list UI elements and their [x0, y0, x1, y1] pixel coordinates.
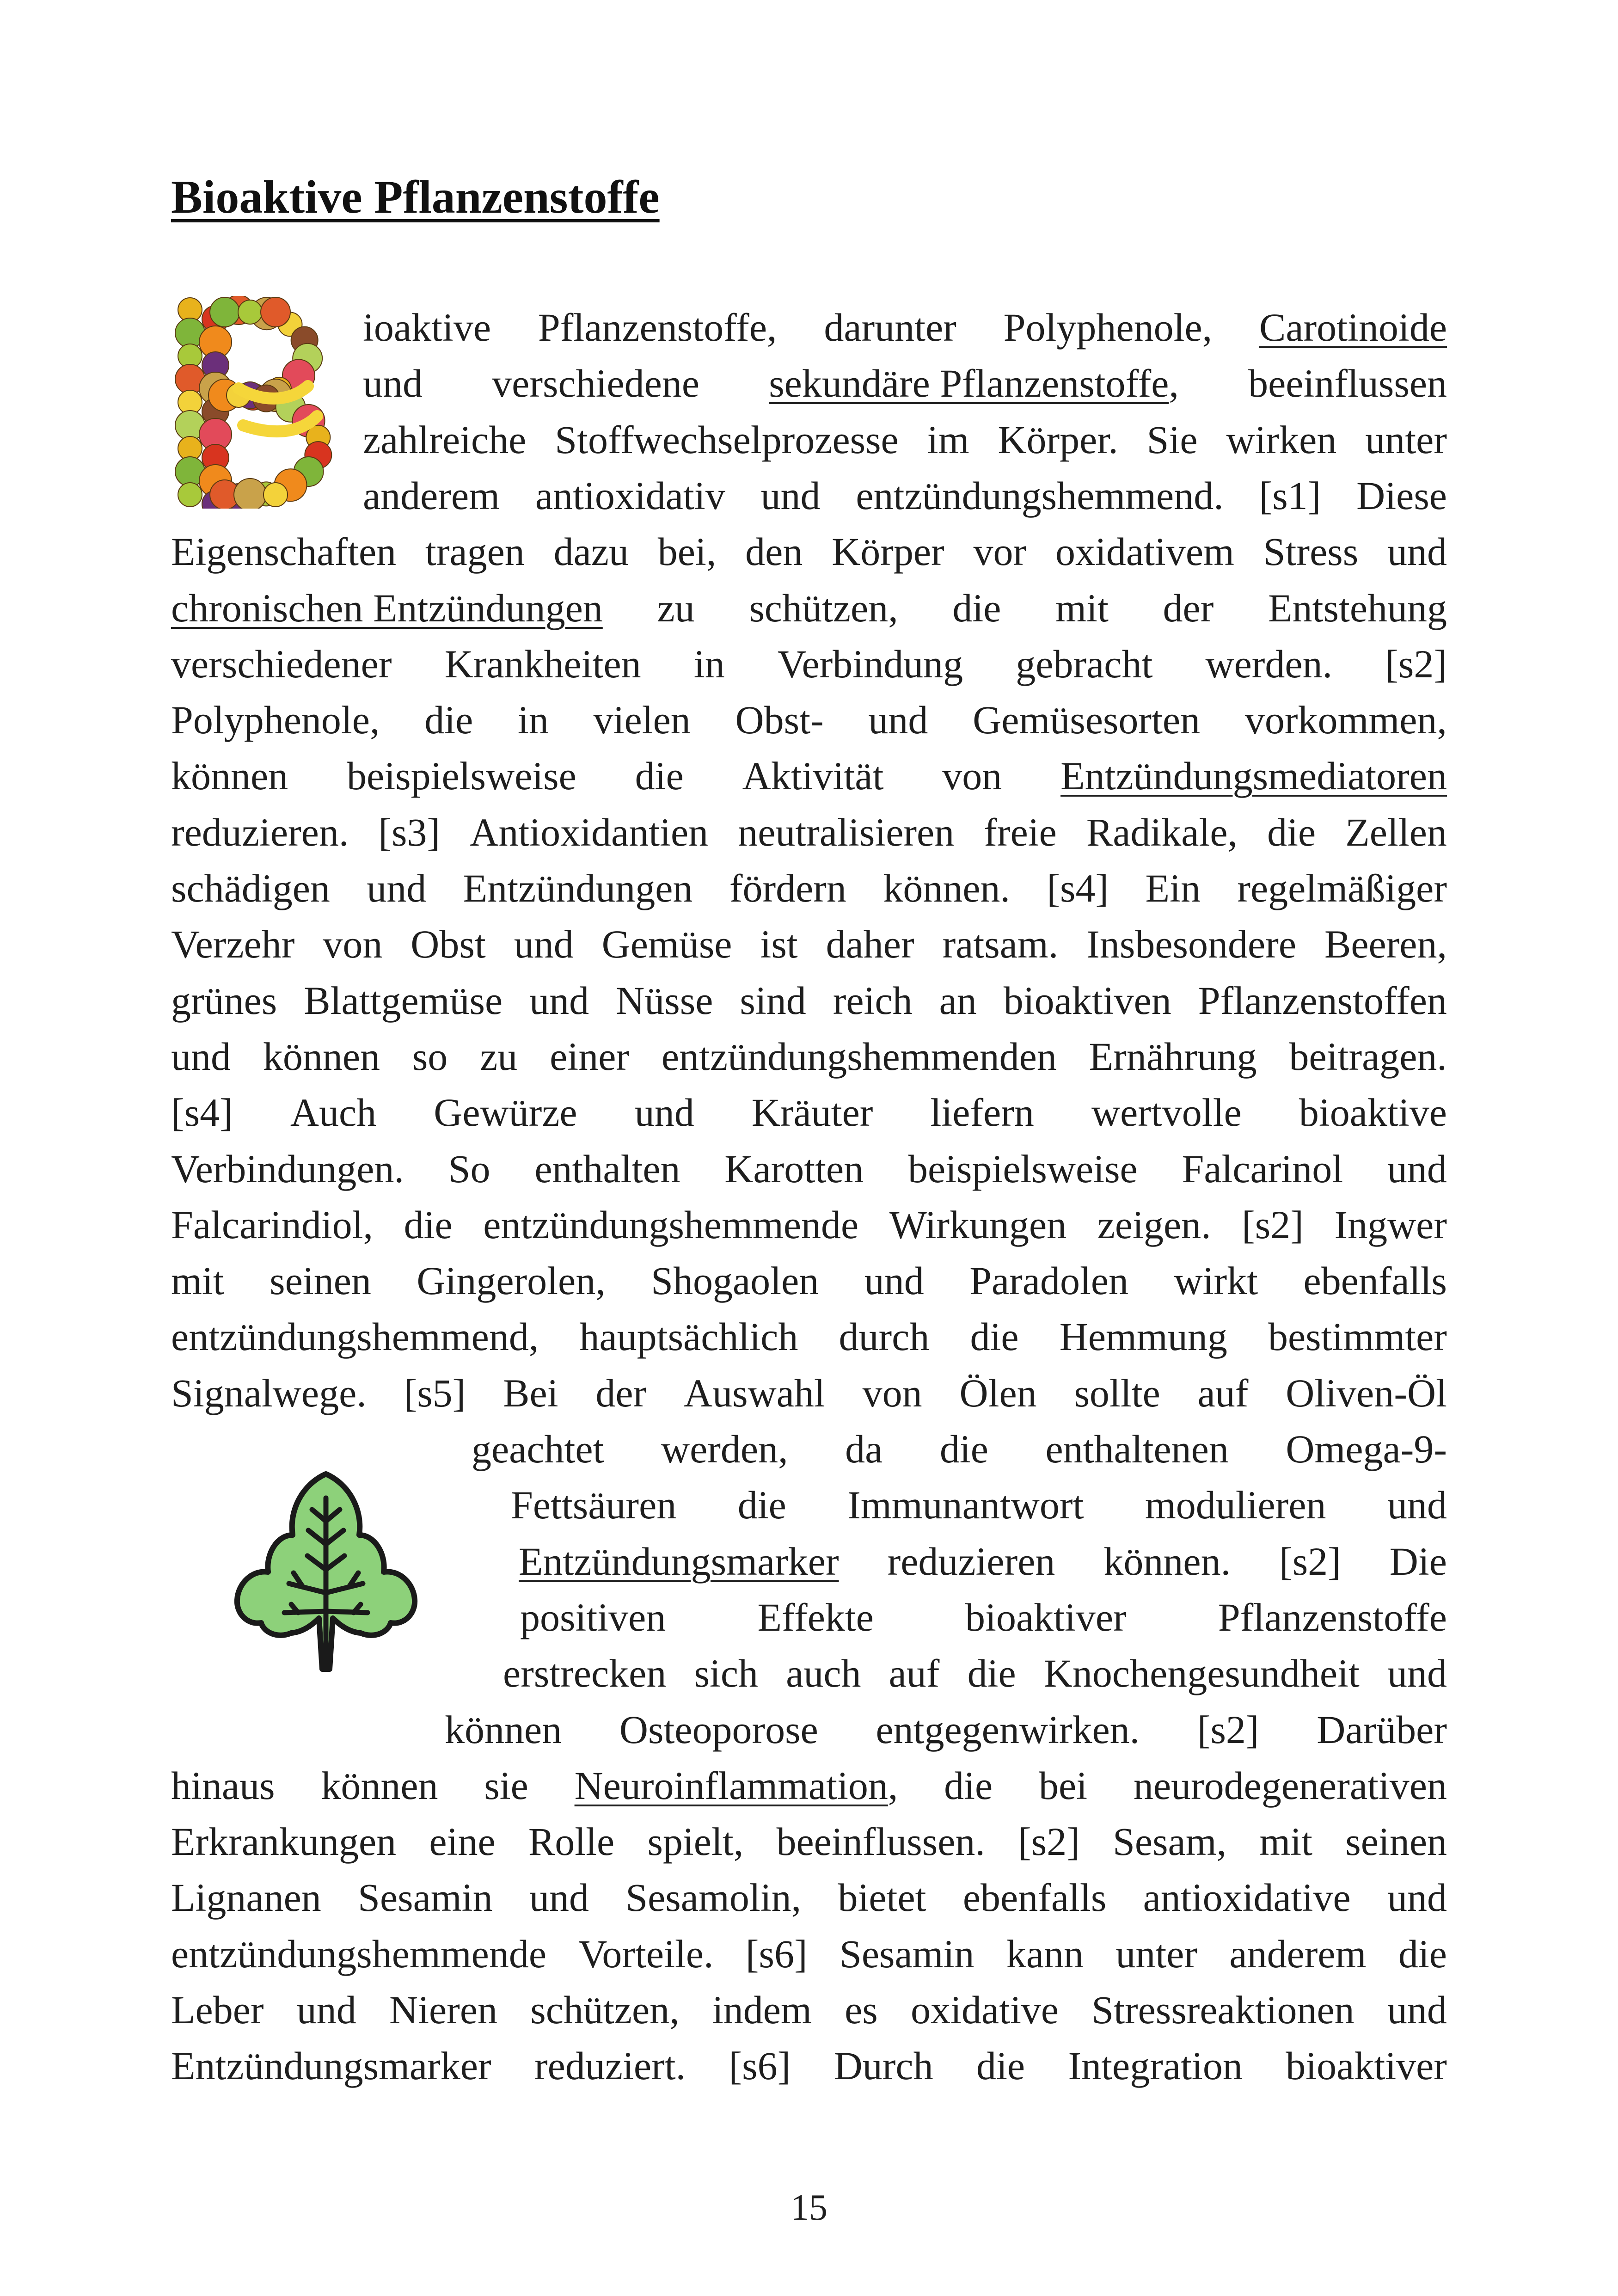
fruit-letter-b-icon — [169, 296, 341, 509]
word: den — [745, 529, 803, 574]
word: von — [323, 922, 383, 967]
word: schützen, — [749, 585, 898, 630]
word: die — [737, 1483, 786, 1528]
word: regelmäßiger — [1237, 866, 1447, 910]
word: entzündungshemmende — [483, 1202, 859, 1247]
word: bioaktive — [1299, 1090, 1447, 1135]
word: positiven — [520, 1595, 666, 1639]
word: wirkt — [1174, 1259, 1258, 1303]
word: Eigenschaften — [171, 529, 397, 574]
word: oxidativem — [1055, 529, 1234, 574]
word: Integration — [1068, 2044, 1243, 2088]
text-line — [171, 1029, 1447, 1084]
word: grünes — [171, 978, 277, 1023]
word: Obst — [411, 922, 486, 967]
word: Paradolen — [969, 1259, 1129, 1303]
word: Vorteile. — [578, 1931, 714, 1976]
text-line — [363, 300, 1447, 355]
word: [s2] — [1279, 1539, 1341, 1584]
text-line — [171, 580, 1447, 636]
word: Obst- — [735, 698, 824, 743]
word: und — [296, 1988, 356, 2032]
word: Körper. — [998, 417, 1118, 462]
word: Immunantwort — [847, 1483, 1084, 1528]
word: vor — [973, 529, 1027, 574]
word: die — [404, 1202, 453, 1247]
word: Insbesondere — [1086, 922, 1297, 967]
word: an — [939, 978, 977, 1023]
word: können. — [1103, 1539, 1231, 1584]
fruit-shape — [178, 483, 202, 507]
text-line — [363, 412, 1447, 467]
word: Entstehung — [1268, 585, 1447, 630]
word: der — [1163, 585, 1214, 630]
text-line — [171, 1814, 1447, 1869]
word: und — [529, 1875, 589, 1920]
word: Nüsse — [616, 978, 713, 1023]
word: seinen — [1345, 1819, 1447, 1864]
word: sie — [484, 1763, 528, 1808]
word: zu — [480, 1034, 518, 1079]
word: die — [976, 2044, 1025, 2088]
word: eine — [429, 1819, 496, 1864]
word: die — [635, 754, 684, 798]
word: Entzündungsmarker — [171, 2044, 491, 2088]
word: werden, — [661, 1427, 788, 1471]
word: antioxidative — [1143, 1875, 1351, 1920]
word: [s2] — [1242, 1202, 1304, 1247]
word: und — [1387, 1651, 1447, 1696]
word: Polyphenole, — [1003, 305, 1213, 350]
word: Ingwer — [1334, 1202, 1447, 1247]
word: reich — [833, 978, 913, 1023]
text-line — [171, 973, 1447, 1028]
text-line — [171, 1758, 1447, 1813]
word: Ölen — [959, 1370, 1037, 1415]
word: [s5] — [404, 1370, 466, 1415]
word: Auch — [290, 1090, 377, 1135]
word: [s4] — [171, 1090, 233, 1135]
word: liefern — [930, 1090, 1034, 1135]
word: Aktivität — [742, 754, 884, 798]
word: in — [693, 641, 725, 686]
word: Sie — [1146, 417, 1198, 462]
page-number: 15 — [791, 2187, 827, 2228]
word: Leber — [171, 1988, 264, 2032]
word: sich — [694, 1651, 759, 1696]
word: Ernährung — [1089, 1034, 1257, 1079]
word: [s2] — [1385, 641, 1447, 686]
word: mit — [1259, 1819, 1313, 1864]
text-line — [171, 524, 1447, 579]
word: können — [171, 754, 288, 798]
word: bestimmter — [1268, 1314, 1447, 1359]
word: bei, — [657, 529, 717, 574]
word: Blattgemüse — [304, 978, 503, 1023]
word: Gemüsesorten — [973, 698, 1201, 743]
word: reduziert. — [534, 2044, 686, 2088]
word: beeinflussen. — [776, 1819, 985, 1864]
text-line — [171, 2038, 1447, 2093]
word: da — [845, 1427, 883, 1471]
word: bioaktiven — [1003, 978, 1171, 1023]
word: bioaktiver — [1286, 2044, 1447, 2088]
word: [s2] — [1197, 1707, 1259, 1752]
word: und — [1387, 1875, 1447, 1920]
word: entzündungshemmende — [171, 1931, 547, 1976]
word: und — [367, 866, 427, 910]
word: enthaltenen — [1045, 1427, 1229, 1471]
word: beeinflussen — [1248, 361, 1447, 406]
text-line — [171, 636, 1447, 692]
word: Erkrankungen — [171, 1819, 397, 1864]
word: die — [970, 1314, 1019, 1359]
text-line — [171, 860, 1447, 916]
word: neutralisieren — [738, 810, 955, 854]
word: hinaus — [171, 1763, 275, 1808]
text-line — [445, 1702, 1447, 1757]
word: spielt, — [647, 1819, 744, 1864]
word: Stoffwechselprozesse — [555, 417, 899, 462]
page-title: Bioaktive Pflanzenstoffe — [171, 171, 660, 223]
word: können — [321, 1763, 438, 1808]
word: und — [634, 1090, 694, 1135]
word: ebenfalls — [962, 1875, 1107, 1920]
word: Durch — [834, 2044, 933, 2088]
word: reduzieren. — [171, 810, 349, 854]
word: modulieren — [1145, 1483, 1326, 1528]
word: Stress — [1263, 529, 1359, 574]
word: Wirkungen — [889, 1202, 1067, 1247]
word: und — [514, 922, 574, 967]
word: Karotten — [724, 1146, 864, 1191]
word: Beeren, — [1324, 922, 1447, 967]
word: Falcarinol — [1182, 1146, 1343, 1191]
fruit-shape — [261, 297, 290, 327]
text-line — [503, 1645, 1447, 1701]
word: Verbindung — [777, 641, 963, 686]
word: Darüber — [1317, 1707, 1447, 1752]
word: freie — [984, 810, 1057, 854]
underlined-term: Neuroinflammation, — [574, 1763, 898, 1808]
word: fördern — [729, 866, 846, 910]
word: und — [1387, 1988, 1447, 2032]
fruit-shape — [210, 297, 239, 327]
word: und — [868, 698, 928, 743]
word: Knochengesundheit — [1043, 1651, 1360, 1696]
word: Falcarindiol, — [171, 1202, 374, 1247]
fruit-shape — [234, 479, 266, 509]
word: Rolle — [528, 1819, 615, 1864]
text-line — [171, 1141, 1447, 1197]
word: sind — [740, 978, 806, 1023]
word: mit — [171, 1259, 224, 1303]
fruit-shape — [264, 483, 288, 507]
word: Sesamin — [358, 1875, 493, 1920]
word: verschiedene — [492, 361, 700, 406]
word: vorkommen, — [1244, 698, 1447, 743]
text-line — [171, 1982, 1447, 2038]
word: Sesamolin, — [625, 1875, 802, 1920]
word: ioaktive — [363, 305, 491, 350]
word: [s2] — [1018, 1819, 1080, 1864]
text-line — [171, 1197, 1447, 1252]
word: und — [1387, 1146, 1447, 1191]
text-line — [171, 1085, 1447, 1140]
word: ist — [760, 922, 798, 967]
word: [s6] — [745, 1931, 808, 1976]
word: Sesamin — [840, 1931, 974, 1976]
word: unter — [1365, 417, 1447, 462]
word: Lignanen — [171, 1875, 321, 1920]
word: die — [944, 1763, 993, 1808]
underlined-term: chronischen Entzündungen — [171, 585, 603, 630]
word: bioaktiver — [965, 1595, 1127, 1639]
word: durch — [839, 1314, 930, 1359]
word: ratsam. — [942, 922, 1059, 967]
word: enthalten — [534, 1146, 680, 1191]
word: und — [864, 1259, 924, 1303]
word: der — [595, 1370, 647, 1415]
word: entzündungshemmend. — [856, 473, 1224, 518]
word: einer — [550, 1034, 629, 1079]
word: entzündungshemmenden — [661, 1034, 1057, 1079]
word: mit — [1055, 585, 1109, 630]
text-line — [519, 1534, 1447, 1589]
word: indem — [712, 1988, 812, 2032]
word: können — [263, 1034, 380, 1079]
text-line — [171, 804, 1447, 860]
word: Sesam, — [1113, 1819, 1227, 1864]
word: wertvolle — [1091, 1090, 1242, 1135]
word: schützen, — [530, 1988, 680, 2032]
word: dazu — [553, 529, 629, 574]
word: darunter — [824, 305, 956, 350]
word: verschiedener — [171, 641, 392, 686]
word: seinen — [270, 1259, 371, 1303]
word: die — [952, 585, 1001, 630]
word: Verbindungen. — [171, 1146, 404, 1191]
word: oxidative — [910, 1988, 1059, 2032]
word: Omega-9- — [1286, 1427, 1447, 1471]
word: Pflanzenstoffen — [1198, 978, 1447, 1023]
word: Nieren — [389, 1988, 497, 2032]
text-line — [171, 1253, 1447, 1308]
text-line — [511, 1477, 1447, 1533]
word: tragen — [425, 529, 525, 574]
word: So — [448, 1146, 490, 1191]
word: Ein — [1145, 866, 1201, 910]
word: die — [967, 1651, 1016, 1696]
word: und — [1387, 529, 1447, 574]
word: und — [363, 361, 423, 406]
word: auf — [1197, 1370, 1249, 1415]
word: zeigen. — [1097, 1202, 1211, 1247]
text-line — [171, 1926, 1447, 1982]
word: so — [412, 1034, 448, 1079]
word: können. — [883, 866, 1010, 910]
word: werden. — [1205, 641, 1333, 686]
word: Osteoporose — [619, 1707, 818, 1752]
word: hauptsächlich — [579, 1314, 798, 1359]
text-line — [520, 1590, 1447, 1645]
underlined-term: Entzündungsmediatoren — [1060, 754, 1447, 798]
word: unter — [1115, 1931, 1198, 1976]
word: Shogaolen — [651, 1259, 819, 1303]
fruit-shape — [238, 300, 262, 324]
word: Effekte — [757, 1595, 874, 1639]
word: Verzehr — [171, 922, 295, 967]
green-leaf-icon — [233, 1466, 418, 1683]
banana-shape — [243, 416, 317, 431]
word: ebenfalls — [1303, 1259, 1447, 1303]
word: anderem — [1229, 1931, 1367, 1976]
word: entgegenwirken. — [876, 1707, 1140, 1752]
word: beispielsweise — [347, 754, 576, 798]
word: die — [424, 698, 473, 743]
text-line — [363, 468, 1447, 523]
word: wirken — [1226, 417, 1337, 462]
word: zahlreiche — [363, 417, 527, 462]
word: Die — [1389, 1539, 1447, 1584]
text-line — [363, 356, 1447, 411]
word: Gingerolen, — [417, 1259, 606, 1303]
word: kann — [1006, 1931, 1084, 1976]
word: und — [760, 473, 821, 518]
word: antioxidativ — [535, 473, 725, 518]
word: zu — [657, 585, 695, 630]
word: [s1] — [1259, 473, 1321, 518]
word: Diese — [1356, 473, 1447, 518]
word: beispielsweise — [907, 1146, 1138, 1191]
word: [s4] — [1047, 866, 1109, 910]
word: Zellen — [1345, 810, 1447, 854]
word: im — [927, 417, 969, 462]
underlined-term: sekundäre Pflanzenstoffe, — [769, 361, 1179, 406]
word: Krankheiten — [444, 641, 641, 686]
text-line — [171, 1870, 1447, 1925]
word: und — [171, 1034, 231, 1079]
word: Fettsäuren — [511, 1483, 677, 1528]
word: anderem — [363, 473, 500, 518]
word: und — [529, 978, 589, 1023]
word: neurodegenerativen — [1133, 1763, 1447, 1808]
text-line — [171, 748, 1447, 804]
word: reduzieren — [887, 1539, 1055, 1584]
word: Hemmung — [1059, 1314, 1227, 1359]
word: die — [939, 1427, 988, 1471]
word: Radikale, — [1086, 810, 1238, 854]
word: [s6] — [729, 2044, 791, 2088]
word: können — [445, 1707, 562, 1752]
text-line — [171, 1309, 1447, 1364]
word: Stressreaktionen — [1091, 1988, 1354, 2032]
word: Oliven-Öl — [1286, 1370, 1447, 1415]
text-line — [472, 1421, 1447, 1477]
word: daher — [826, 922, 914, 967]
word: Polyphenole, — [171, 698, 380, 743]
word: bei — [1039, 1763, 1088, 1808]
text-line — [171, 916, 1447, 972]
word: auf — [889, 1651, 940, 1696]
word: die — [1267, 810, 1316, 854]
word: bietet — [838, 1875, 926, 1920]
word: die — [1398, 1931, 1447, 1976]
word: Pflanzenstoffe — [1218, 1595, 1447, 1639]
word: Gemüse — [601, 922, 732, 967]
word: Gewürze — [434, 1090, 577, 1135]
word: geachtet — [472, 1427, 604, 1471]
word: in — [518, 698, 549, 743]
word: beitragen. — [1289, 1034, 1447, 1079]
word: von — [862, 1370, 922, 1415]
word: vielen — [593, 698, 691, 743]
word: sollte — [1074, 1370, 1160, 1415]
word: Entzündungen — [463, 866, 693, 910]
word: entzündungshemmend, — [171, 1314, 539, 1359]
word: gebracht — [1016, 641, 1153, 686]
word: Kräuter — [751, 1090, 873, 1135]
word: erstrecken — [503, 1651, 667, 1696]
word: und — [1387, 1483, 1447, 1528]
word: Körper — [832, 529, 944, 574]
word: von — [942, 754, 1002, 798]
word: Bei — [503, 1370, 558, 1415]
word: [s3] — [378, 810, 441, 854]
underlined-term: Entzündungsmarker — [519, 1539, 839, 1584]
word: Pflanzenstoffe, — [538, 305, 777, 350]
word: Signalwege. — [171, 1370, 367, 1415]
text-line — [171, 1365, 1447, 1421]
word: auch — [786, 1651, 861, 1696]
word: Antioxidantien — [470, 810, 709, 854]
word: schädigen — [171, 866, 330, 910]
text-line — [171, 692, 1447, 748]
word: Auswahl — [684, 1370, 825, 1415]
word: es — [845, 1988, 878, 2032]
underlined-term: Carotinoide — [1259, 305, 1447, 350]
